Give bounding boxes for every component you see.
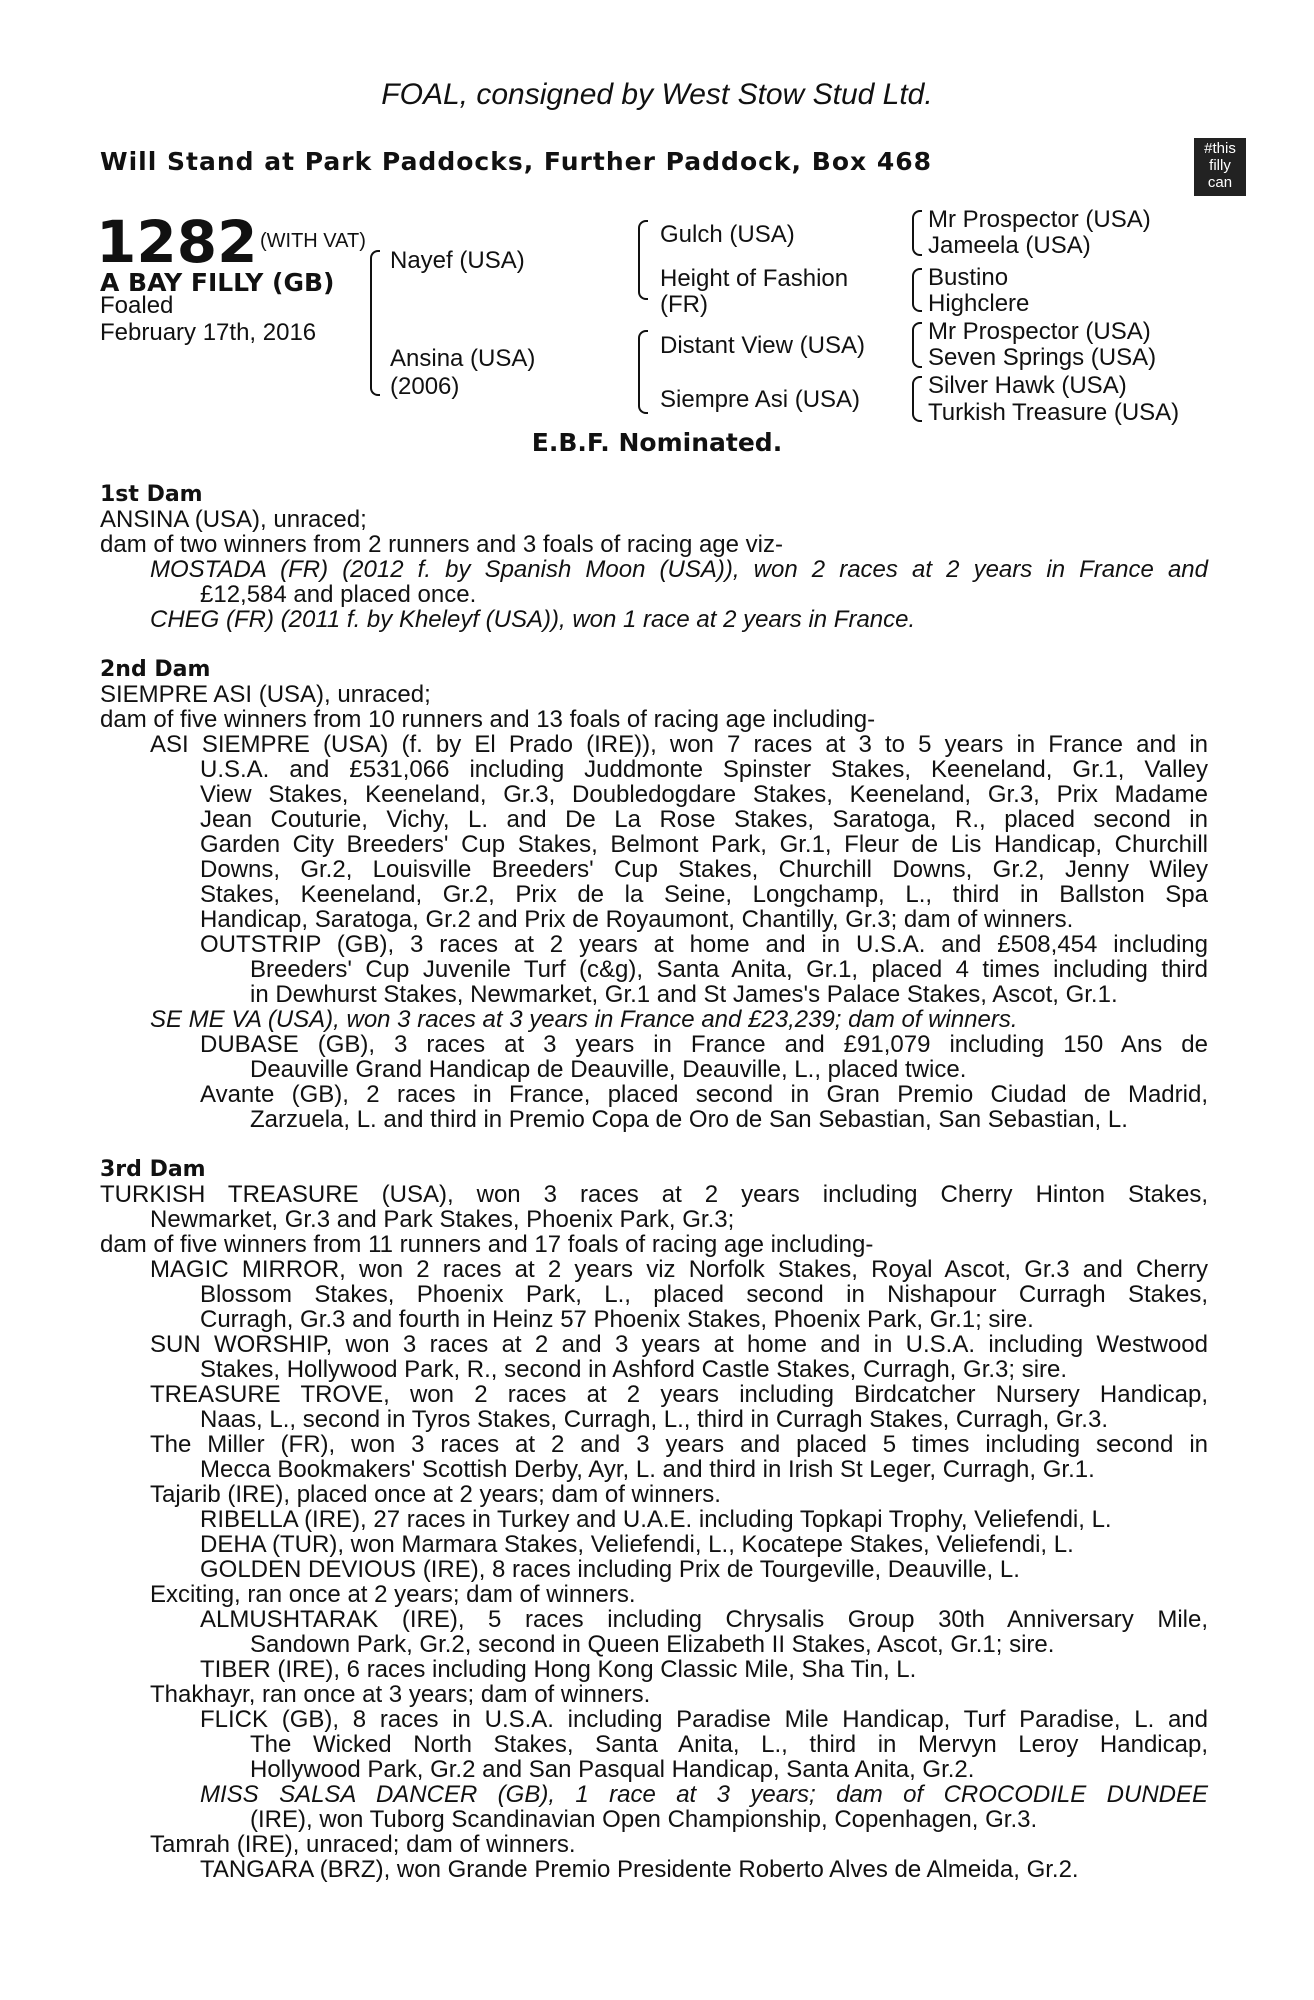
- record-line: OUTSTRIP (GB), 3 races at 2 years at home and in U.S.A. and £508,454 including: [200, 931, 1208, 958]
- brace-4: [912, 376, 922, 422]
- vat-note: (WITH VAT): [260, 230, 366, 252]
- record-line: TURKISH TREASURE (USA), won 3 races at 2 years including Cherry Hinton Stakes,: [100, 1181, 1208, 1208]
- ebf-nominated: E.B.F. Nominated.: [531, 428, 783, 457]
- record-line: Exciting, ran once at 2 years; dam of winners.: [150, 1581, 636, 1608]
- record-line: TREASURE TROVE, won 2 races at 2 years including Birdcatcher Nursery Handicap,: [150, 1381, 1208, 1408]
- this-filly-can-logo: #this filly can: [1194, 138, 1246, 196]
- record-line: ANSINA (USA), unraced;: [100, 506, 367, 533]
- record-line: Deauville Grand Handicap de Deauville, Deauville, L., placed twice.: [250, 1056, 967, 1083]
- record-line: ALMUSHTARAK (IRE), 5 races including Chrysalis Group 30th Anniversary Mile,: [200, 1606, 1208, 1633]
- record-line: SUN WORSHIP, won 3 races at 2 and 3 years at home and in U.S.A. including Westwood: [150, 1331, 1208, 1358]
- record-line: SE ME VA (USA), won 3 races at 3 years in France and £23,239; dam of winners.: [150, 1006, 1018, 1033]
- ped-ssd: Jameela (USA): [928, 232, 1091, 259]
- record-line: MISS SALSA DANCER (GB), 1 race at 3 years; dam of CROCODILE DUNDEE: [200, 1781, 1208, 1808]
- record-line: Blossom Stakes, Phoenix Park, L., placed second in Nishapour Curragh Stakes,: [200, 1281, 1208, 1308]
- sire-dam-brace: [370, 250, 380, 396]
- record-line: Breeders' Cup Juvenile Turf (c&g), Santa Anita, Gr.1, placed 4 times including third: [250, 956, 1208, 983]
- record-line: dam of five winners from 10 runners and 13 foals of racing age including-: [100, 706, 876, 733]
- record-line: Downs, Gr.2, Louisville Breeders' Cup Stakes, Churchill Downs, Gr.2, Jenny Wiley: [200, 856, 1208, 883]
- section-heading: 2nd Dam: [100, 657, 211, 682]
- record-line: Thakhayr, ran once at 3 years; dam of winners.: [150, 1681, 651, 1708]
- ped-sss: Mr Prospector (USA): [928, 206, 1151, 233]
- record-line: TIBER (IRE), 6 races including Hong Kong Classic Mile, Sha Tin, L.: [200, 1656, 917, 1683]
- foaled-date: February 17th, 2016: [100, 319, 317, 346]
- sire-dam: Height of Fashion: [660, 265, 849, 292]
- record-line: SIEMPRE ASI (USA), unraced;: [100, 681, 431, 708]
- record-line: Jean Couturie, Vichy, L. and De La Rose Stakes, Saratoga, R., placed second in: [200, 806, 1208, 833]
- record-line: Handicap, Saratoga, Gr.2 and Prix de Royaumont, Chantilly, Gr.3; dam of winners.: [200, 906, 1074, 933]
- record-line: FLICK (GB), 8 races in U.S.A. including Paradise Mile Handicap, Turf Paradise, L. and: [200, 1706, 1208, 1733]
- record-line: Zarzuela, L. and third in Premio Copa de Oro de San Sebastian, San Sebastian, L.: [250, 1106, 1128, 1133]
- foaled-label: Foaled: [100, 292, 174, 319]
- record-line: dam of five winners from 11 runners and 17 foals of racing age including-: [100, 1231, 874, 1258]
- record-line: (IRE), won Tuborg Scandinavian Open Championship, Copenhagen, Gr.3.: [250, 1806, 1038, 1833]
- stable-location: Will Stand at Park Paddocks, Further Paddock, Box 468: [100, 147, 933, 176]
- lot-number: 1282: [96, 208, 258, 276]
- record-line: Naas, L., second in Tyros Stakes, Curragh, L., third in Curragh Stakes, Curragh, Gr.3.: [200, 1406, 1108, 1433]
- record-line: £12,584 and placed once.: [200, 581, 477, 608]
- record-line: Tajarib (IRE), placed once at 2 years; dam of winners.: [150, 1481, 721, 1508]
- record-line: MAGIC MIRROR, won 2 races at 2 years viz Norfolk Stakes, Royal Ascot, Gr.3 and Cherry: [150, 1256, 1208, 1283]
- ped-dss: Mr Prospector (USA): [928, 318, 1151, 345]
- dam: Ansina (USA): [390, 345, 536, 372]
- record-line: RIBELLA (IRE), 27 races in Turkey and U.A.E. including Topkapi Trophy, Veliefendi, L.: [200, 1506, 1112, 1533]
- record-line: U.S.A. and £531,066 including Juddmonte Spinster Stakes, Keeneland, Gr.1, Valley: [200, 756, 1208, 783]
- record-line: ASI SIEMPRE (USA) (f. by El Prado (IRE)), won 7 races at 3 to 5 years in France and in: [150, 731, 1208, 758]
- record-line: Hollywood Park, Gr.2 and San Pasqual Handicap, Santa Anita, Gr.2.: [250, 1756, 975, 1783]
- record-line: Stakes, Keeneland, Gr.2, Prix de la Seine, Longchamp, L., third in Ballston Spa: [200, 881, 1208, 908]
- dam-brace: [638, 330, 648, 414]
- record-line: TANGARA (BRZ), won Grande Premio Presidente Roberto Alves de Almeida, Gr.2.: [200, 1856, 1079, 1883]
- record-line: dam of two winners from 2 runners and 3 foals of racing age viz-: [100, 531, 783, 558]
- ped-sds: Bustino: [928, 264, 1009, 291]
- record-line: DUBASE (GB), 3 races at 3 years in France and £91,079 including 150 Ans de: [200, 1031, 1208, 1058]
- record-line: CHEG (FR) (2011 f. by Kheleyf (USA)), won 1 race at 2 years in France.: [150, 606, 916, 633]
- record-line: Newmarket, Gr.3 and Park Stakes, Phoenix Park, Gr.3;: [150, 1206, 735, 1233]
- ped-ddd: Turkish Treasure (USA): [928, 399, 1180, 426]
- horse-name: A BAY FILLY (GB): [100, 268, 335, 297]
- sire-sire: Gulch (USA): [660, 221, 795, 248]
- ped-dsd: Seven Springs (USA): [928, 344, 1157, 371]
- consignor-heading: FOAL, consigned by West Stow Stud Ltd.: [381, 78, 933, 111]
- ped-sdd: Highclere: [928, 290, 1030, 317]
- record-line: MOSTADA (FR) (2012 f. by Spanish Moon (USA)), won 2 races at 2 years in France and: [150, 556, 1208, 583]
- sire: Nayef (USA): [390, 247, 525, 274]
- record-line: View Stakes, Keeneland, Gr.3, Doubledogdare Stakes, Keeneland, Gr.3, Prix Madame: [200, 781, 1208, 808]
- brace-3: [912, 322, 922, 368]
- dam-dam: Siempre Asi (USA): [660, 386, 861, 413]
- record-line: GOLDEN DEVIOUS (IRE), 8 races including Prix de Tourgeville, Deauville, L.: [200, 1556, 1020, 1583]
- record-line: The Wicked North Stakes, Santa Anita, L., third in Mervyn Leroy Handicap,: [250, 1731, 1208, 1758]
- record-line: Sandown Park, Gr.2, second in Queen Elizabeth II Stakes, Ascot, Gr.1; sire.: [250, 1631, 1055, 1658]
- ped-dds: Silver Hawk (USA): [928, 372, 1127, 399]
- record-line: Tamrah (IRE), unraced; dam of winners.: [150, 1831, 576, 1858]
- record-line: Stakes, Hollywood Park, R., second in Ashford Castle Stakes, Curragh, Gr.3; sire.: [200, 1356, 1068, 1383]
- record-line: in Dewhurst Stakes, Newmarket, Gr.1 and St James's Palace Stakes, Ascot, Gr.1.: [250, 981, 1118, 1008]
- brace-1: [912, 210, 922, 256]
- sire-dam-country: (FR): [660, 291, 708, 318]
- record-line: Garden City Breeders' Cup Stakes, Belmont Park, Gr.1, Fleur de Lis Handicap, Churchill: [200, 831, 1208, 858]
- section-heading: 3rd Dam: [100, 1157, 206, 1182]
- record-line: The Miller (FR), won 3 races at 2 and 3 years and placed 5 times including second in: [150, 1431, 1208, 1458]
- record-line: DEHA (TUR), won Marmara Stakes, Veliefendi, L., Kocatepe Stakes, Veliefendi, L.: [200, 1531, 1074, 1558]
- brace-2: [912, 268, 922, 312]
- section-heading: 1st Dam: [100, 482, 203, 507]
- sire-brace: [638, 220, 648, 300]
- record-line: Mecca Bookmakers' Scottish Derby, Ayr, L. and third in Irish St Leger, Curragh, Gr.1.: [200, 1456, 1095, 1483]
- record-line: Avante (GB), 2 races in France, placed second in Gran Premio Ciudad de Madrid,: [200, 1081, 1208, 1108]
- dam-year: (2006): [390, 373, 460, 400]
- dam-sire: Distant View (USA): [660, 332, 865, 359]
- record-line: Curragh, Gr.3 and fourth in Heinz 57 Phoenix Stakes, Phoenix Park, Gr.1; sire.: [200, 1306, 1034, 1333]
